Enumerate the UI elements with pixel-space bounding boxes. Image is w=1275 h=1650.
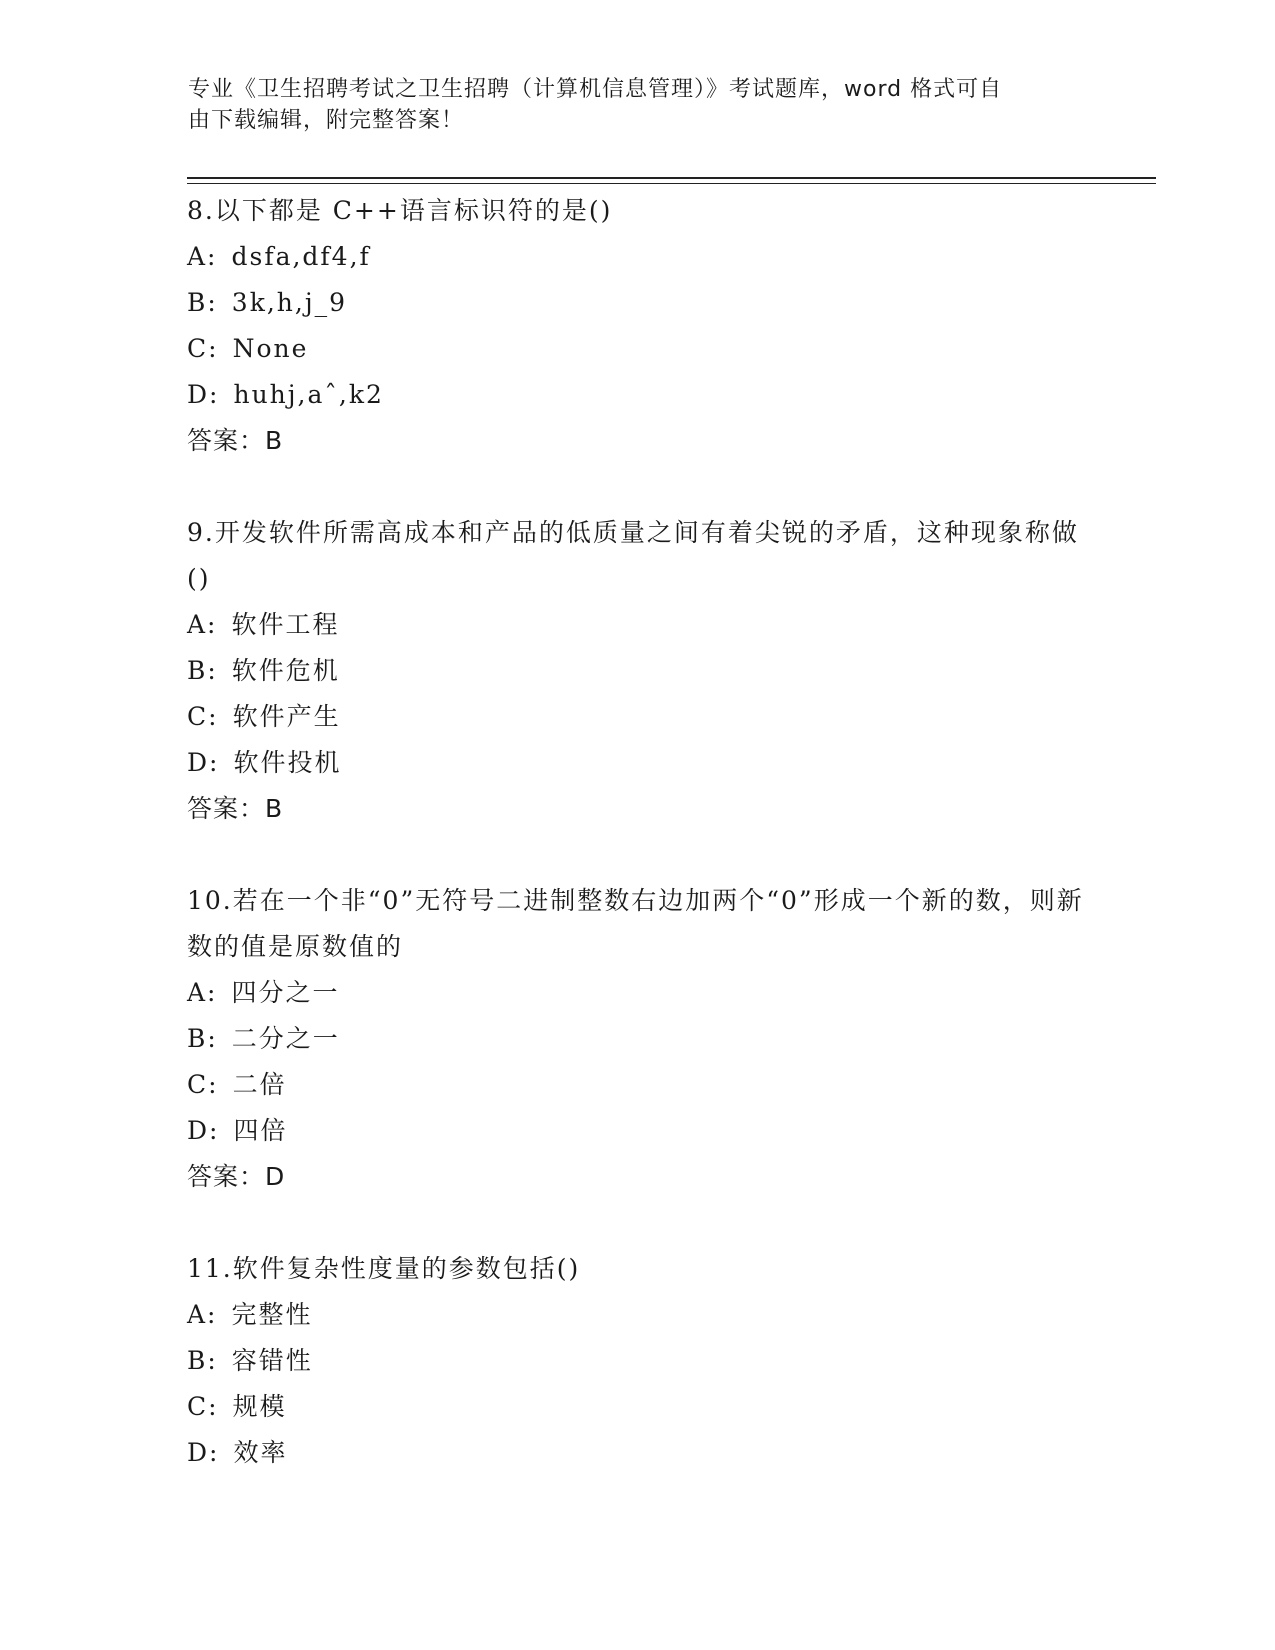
header-line-1: 专业《卫生招聘考试之卫生招聘（计算机信息管理）》考试题库，word 格式可自 xyxy=(188,77,1003,102)
option-b xyxy=(187,648,1087,694)
answer-line: 答案：B xyxy=(187,794,284,823)
question-11 xyxy=(187,1246,1087,1476)
option-a xyxy=(187,602,1087,648)
option-letter: B: xyxy=(187,1024,218,1053)
question-8 xyxy=(187,188,1087,464)
option-text: 四分之一 xyxy=(231,978,340,1007)
option-text: 二分之一 xyxy=(231,1024,340,1053)
option-d xyxy=(187,372,1087,418)
option-text: dsfa,df4,f xyxy=(231,242,371,271)
question-10 xyxy=(187,878,1087,1200)
option-text: None xyxy=(232,334,309,363)
option-text: 3k,h,j_9 xyxy=(231,288,348,317)
question-text: 8.以下都是 C++语言标识符的是() xyxy=(187,196,613,225)
question-list xyxy=(187,188,1087,1522)
header-divider-thin xyxy=(187,183,1156,184)
option-text: 软件投机 xyxy=(233,748,342,777)
option-letter: A: xyxy=(187,1300,218,1329)
option-letter: C: xyxy=(187,1070,219,1099)
option-letter: B: xyxy=(187,1346,218,1375)
option-text: 效率 xyxy=(233,1438,288,1467)
option-letter: B: xyxy=(187,656,218,685)
option-text: 容错性 xyxy=(231,1346,313,1375)
header-divider-thick xyxy=(187,177,1156,179)
option-text: 完整性 xyxy=(231,1300,313,1329)
option-letter: A: xyxy=(187,242,218,271)
option-text: 规模 xyxy=(232,1392,287,1421)
option-letter: D: xyxy=(187,1438,220,1467)
option-a xyxy=(187,1292,1087,1338)
option-text: 软件工程 xyxy=(231,610,340,639)
option-text: 二倍 xyxy=(232,1070,287,1099)
option-c xyxy=(187,694,1087,740)
option-text: huhj,aˆ,k2 xyxy=(233,380,384,409)
option-c xyxy=(187,326,1087,372)
option-letter: D: xyxy=(187,380,220,409)
option-b xyxy=(187,1016,1087,1062)
option-letter: D: xyxy=(187,1116,220,1145)
answer-line: 答案：B xyxy=(187,426,284,455)
question-text: 10.若在一个非“0”无符号二进制整数右边加两个“0”形成一个新的数，则新数的值是原数值的 xyxy=(187,886,1084,961)
option-a xyxy=(187,234,1087,280)
option-c xyxy=(187,1062,1087,1108)
answer-line: 答案：D xyxy=(187,1162,286,1191)
option-text: 软件产生 xyxy=(232,702,341,731)
option-c xyxy=(187,1384,1087,1430)
option-a xyxy=(187,970,1087,1016)
option-b xyxy=(187,1338,1087,1384)
option-b xyxy=(187,280,1087,326)
option-letter: C: xyxy=(187,702,219,731)
option-d xyxy=(187,1430,1087,1476)
document-header xyxy=(188,74,1068,136)
header-line-2: 由下载编辑，附完整答案！ xyxy=(188,108,465,133)
option-letter: C: xyxy=(187,334,219,363)
option-d xyxy=(187,740,1087,786)
option-letter: D: xyxy=(187,748,220,777)
option-letter: A: xyxy=(187,978,218,1007)
option-text: 软件危机 xyxy=(231,656,340,685)
option-text: 四倍 xyxy=(233,1116,288,1145)
option-letter: B: xyxy=(187,288,218,317)
option-d xyxy=(187,1108,1087,1154)
option-letter: C: xyxy=(187,1392,219,1421)
question-9 xyxy=(187,510,1087,832)
question-text: 11.软件复杂性度量的参数包括() xyxy=(187,1254,581,1283)
option-letter: A: xyxy=(187,610,218,639)
question-text: 9.开发软件所需高成本和产品的低质量之间有着尖锐的矛盾，这种现象称做() xyxy=(187,518,1079,593)
